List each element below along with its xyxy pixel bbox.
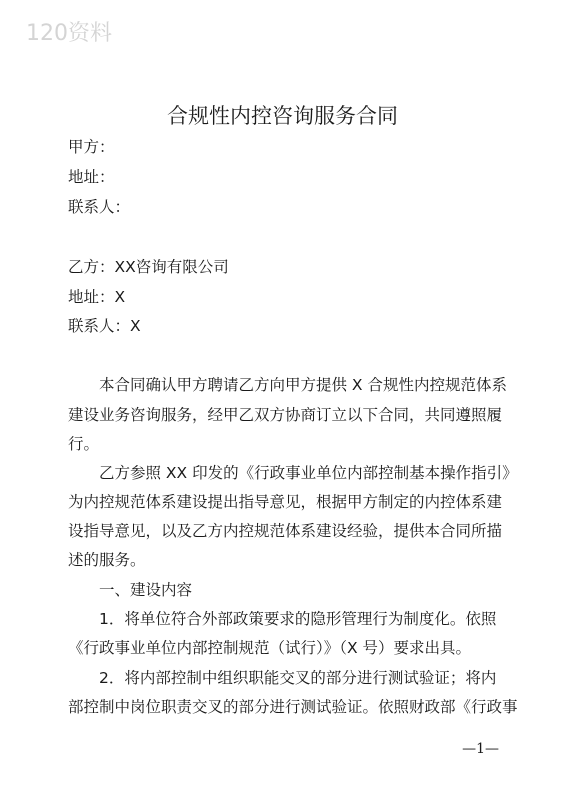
paragraph-2-line-2: 为内控规范体系建设提出指导意见，根据甲方制定的内控体系建 <box>68 493 503 511</box>
party-a-contact: 联系人： <box>68 198 131 216</box>
item-2-line-1: 2．将内部控制中组织职能交叉的部分进行测试验证；将内 <box>99 669 497 687</box>
watermark-text: 120资料 <box>26 21 112 46</box>
paragraph-2-line-3: 设指导意见，以及乙方内控规范体系建设经验，提供本合同所描 <box>68 522 503 540</box>
party-b-address: 地址：X <box>68 288 126 306</box>
party-b-contact: 联系人：X <box>68 317 141 335</box>
item-1-line-1: 1．将单位符合外部政策要求的隐形管理行为制度化。依照 <box>99 610 497 628</box>
party-a-label: 甲方： <box>68 138 115 156</box>
item-1-line-2: 《行政事业单位内部控制规范（试行）》（X 号）要求出具。 <box>68 639 472 657</box>
page-number: —1— <box>462 741 499 757</box>
paragraph-1-line-3: 行。 <box>68 435 100 453</box>
paragraph-2-line-4: 述的服务。 <box>68 551 146 569</box>
paragraph-2-line-1: 乙方参照 XX 印发的《行政事业单位内部控制基本操作指引》 <box>99 464 518 482</box>
party-b-label: 乙方：XX咨询有限公司 <box>68 258 229 276</box>
paragraph-1-line-2: 建设业务咨询服务，经甲乙双方协商订立以下合同，共同遵照履 <box>68 406 503 424</box>
paragraph-1-line-1: 本合同确认甲方聘请乙方向甲方提供 X 合规性内控规范体系 <box>99 376 507 394</box>
document-title: 合规性内控咨询服务合同 <box>167 104 398 128</box>
party-a-address: 地址： <box>68 168 115 186</box>
item-2-line-2: 部控制中岗位职责交叉的部分进行测试验证。依照财政部《行政事 <box>68 698 518 716</box>
section-1-heading: 一、建设内容 <box>99 581 193 599</box>
